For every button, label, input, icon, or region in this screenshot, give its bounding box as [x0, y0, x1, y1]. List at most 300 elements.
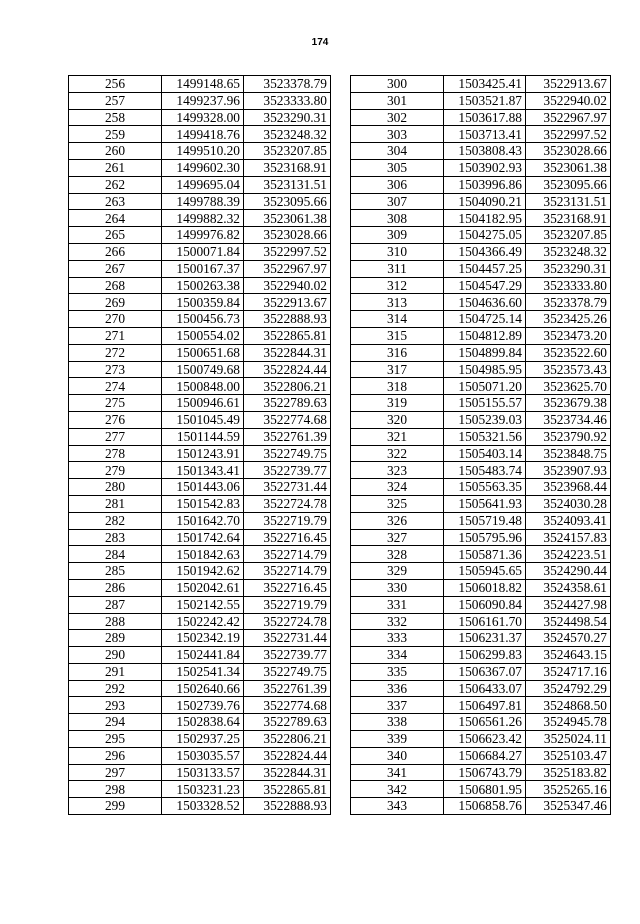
y-coordinate-cell: 3524717.16 — [526, 663, 611, 680]
point-number-cell: 275 — [69, 395, 162, 412]
table-row — [69, 731, 331, 748]
point-number-cell: 281 — [69, 495, 162, 512]
y-coordinate-cell: 3522716.45 — [244, 529, 331, 546]
point-number-cell: 290 — [69, 647, 162, 664]
table-row — [351, 479, 611, 496]
table-row — [69, 462, 331, 479]
x-coordinate-cell: 1500946.61 — [162, 395, 244, 412]
y-coordinate-cell: 3523473.20 — [526, 327, 611, 344]
point-number-cell: 295 — [69, 731, 162, 748]
point-number-cell: 287 — [69, 596, 162, 613]
table-row — [69, 495, 331, 512]
point-number-cell: 332 — [351, 613, 444, 630]
x-coordinate-cell: 1502838.64 — [162, 714, 244, 731]
x-coordinate-cell: 1501243.91 — [162, 445, 244, 462]
x-coordinate-cell: 1504636.60 — [444, 294, 526, 311]
table-row — [351, 579, 611, 596]
y-coordinate-cell: 3523734.46 — [526, 411, 611, 428]
x-coordinate-cell: 1506433.07 — [444, 680, 526, 697]
point-number-cell: 310 — [351, 243, 444, 260]
table-row — [351, 798, 611, 815]
table-row — [69, 596, 331, 613]
x-coordinate-cell: 1500167.37 — [162, 260, 244, 277]
table-row — [69, 378, 331, 395]
x-coordinate-cell: 1502142.55 — [162, 596, 244, 613]
y-coordinate-cell: 3524427.98 — [526, 596, 611, 613]
y-coordinate-cell: 3523028.66 — [526, 143, 611, 160]
x-coordinate-cell: 1502541.34 — [162, 663, 244, 680]
table-row — [351, 143, 611, 160]
y-coordinate-cell: 3523168.91 — [244, 159, 331, 176]
point-number-cell: 323 — [351, 462, 444, 479]
point-number-cell: 286 — [69, 579, 162, 596]
point-number-cell: 309 — [351, 227, 444, 244]
y-coordinate-cell: 3523425.26 — [526, 311, 611, 328]
point-number-cell: 331 — [351, 596, 444, 613]
point-number-cell: 270 — [69, 311, 162, 328]
x-coordinate-cell: 1503902.93 — [444, 159, 526, 176]
y-coordinate-cell: 3522940.02 — [244, 277, 331, 294]
y-coordinate-cell: 3522997.52 — [526, 126, 611, 143]
y-coordinate-cell: 3522997.52 — [244, 243, 331, 260]
table-row — [351, 378, 611, 395]
table-row — [69, 92, 331, 109]
y-coordinate-cell: 3524792.29 — [526, 680, 611, 697]
x-coordinate-cell: 1504366.49 — [444, 243, 526, 260]
point-number-cell: 300 — [351, 76, 444, 93]
y-coordinate-cell: 3523378.79 — [526, 294, 611, 311]
table-row — [69, 512, 331, 529]
table-row — [351, 445, 611, 462]
y-coordinate-cell: 3522761.39 — [244, 680, 331, 697]
y-coordinate-cell: 3524223.51 — [526, 546, 611, 563]
point-number-cell: 339 — [351, 731, 444, 748]
x-coordinate-cell: 1504275.05 — [444, 227, 526, 244]
x-coordinate-cell: 1499602.30 — [162, 159, 244, 176]
y-coordinate-cell: 3522824.44 — [244, 747, 331, 764]
point-number-cell: 292 — [69, 680, 162, 697]
point-number-cell: 326 — [351, 512, 444, 529]
x-coordinate-cell: 1502937.25 — [162, 731, 244, 748]
x-coordinate-cell: 1499882.32 — [162, 210, 244, 227]
table-row — [69, 243, 331, 260]
table-row — [69, 210, 331, 227]
table-row — [69, 311, 331, 328]
point-number-cell: 299 — [69, 798, 162, 815]
y-coordinate-cell: 3523028.66 — [244, 227, 331, 244]
y-coordinate-cell: 3524868.50 — [526, 697, 611, 714]
x-coordinate-cell: 1499510.20 — [162, 143, 244, 160]
table-row — [69, 680, 331, 697]
x-coordinate-cell: 1503425.41 — [444, 76, 526, 93]
point-number-cell: 259 — [69, 126, 162, 143]
x-coordinate-cell: 1504547.29 — [444, 277, 526, 294]
table-row — [69, 159, 331, 176]
x-coordinate-cell: 1504725.14 — [444, 311, 526, 328]
coordinates-table-left — [68, 75, 331, 815]
table-row — [351, 747, 611, 764]
x-coordinate-cell: 1504457.25 — [444, 260, 526, 277]
x-coordinate-cell: 1499695.04 — [162, 176, 244, 193]
table-row — [69, 395, 331, 412]
point-number-cell: 297 — [69, 764, 162, 781]
y-coordinate-cell: 3522806.21 — [244, 378, 331, 395]
table-row — [69, 193, 331, 210]
y-coordinate-cell: 3525265.16 — [526, 781, 611, 798]
table-row — [69, 529, 331, 546]
x-coordinate-cell: 1506858.76 — [444, 798, 526, 815]
y-coordinate-cell: 3523131.51 — [526, 193, 611, 210]
y-coordinate-cell: 3525024.11 — [526, 731, 611, 748]
y-coordinate-cell: 3522774.68 — [244, 697, 331, 714]
point-number-cell: 283 — [69, 529, 162, 546]
y-coordinate-cell: 3522761.39 — [244, 428, 331, 445]
table-row — [69, 361, 331, 378]
x-coordinate-cell: 1503808.43 — [444, 143, 526, 160]
table-row — [351, 126, 611, 143]
table-row — [351, 411, 611, 428]
table-row — [351, 277, 611, 294]
table-row — [351, 731, 611, 748]
point-number-cell: 311 — [351, 260, 444, 277]
point-number-cell: 313 — [351, 294, 444, 311]
y-coordinate-cell: 3522967.97 — [244, 260, 331, 277]
x-coordinate-cell: 1501642.70 — [162, 512, 244, 529]
point-number-cell: 315 — [351, 327, 444, 344]
table-row — [69, 714, 331, 731]
x-coordinate-cell: 1502640.66 — [162, 680, 244, 697]
point-number-cell: 265 — [69, 227, 162, 244]
point-number-cell: 289 — [69, 630, 162, 647]
table-row — [69, 277, 331, 294]
table-row — [69, 781, 331, 798]
table-row — [69, 344, 331, 361]
point-number-cell: 266 — [69, 243, 162, 260]
y-coordinate-cell: 3522724.78 — [244, 495, 331, 512]
x-coordinate-cell: 1500359.84 — [162, 294, 244, 311]
x-coordinate-cell: 1506684.27 — [444, 747, 526, 764]
x-coordinate-cell: 1500651.68 — [162, 344, 244, 361]
table-row — [69, 563, 331, 580]
x-coordinate-cell: 1503328.52 — [162, 798, 244, 815]
y-coordinate-cell: 3523095.66 — [526, 176, 611, 193]
x-coordinate-cell: 1504899.84 — [444, 344, 526, 361]
y-coordinate-cell: 3525183.82 — [526, 764, 611, 781]
point-number-cell: 291 — [69, 663, 162, 680]
point-number-cell: 327 — [351, 529, 444, 546]
y-coordinate-cell: 3522913.67 — [244, 294, 331, 311]
point-number-cell: 308 — [351, 210, 444, 227]
y-coordinate-cell: 3524498.54 — [526, 613, 611, 630]
x-coordinate-cell: 1501343.41 — [162, 462, 244, 479]
y-coordinate-cell: 3523378.79 — [244, 76, 331, 93]
x-coordinate-cell: 1506299.83 — [444, 647, 526, 664]
point-number-cell: 264 — [69, 210, 162, 227]
point-number-cell: 260 — [69, 143, 162, 160]
point-number-cell: 288 — [69, 613, 162, 630]
point-number-cell: 273 — [69, 361, 162, 378]
table-row — [69, 613, 331, 630]
x-coordinate-cell: 1505945.65 — [444, 563, 526, 580]
x-coordinate-cell: 1506367.07 — [444, 663, 526, 680]
y-coordinate-cell: 3522749.75 — [244, 663, 331, 680]
x-coordinate-cell: 1503617.88 — [444, 109, 526, 126]
x-coordinate-cell: 1502739.76 — [162, 697, 244, 714]
table-row — [69, 143, 331, 160]
y-coordinate-cell: 3522739.77 — [244, 647, 331, 664]
table-row — [351, 462, 611, 479]
y-coordinate-cell: 3524093.41 — [526, 512, 611, 529]
x-coordinate-cell: 1506743.79 — [444, 764, 526, 781]
table-row — [69, 176, 331, 193]
x-coordinate-cell: 1505071.20 — [444, 378, 526, 395]
y-coordinate-cell: 3523248.32 — [244, 126, 331, 143]
y-coordinate-cell: 3523207.85 — [526, 227, 611, 244]
y-coordinate-cell: 3523290.31 — [244, 109, 331, 126]
x-coordinate-cell: 1505321.56 — [444, 428, 526, 445]
y-coordinate-cell: 3523095.66 — [244, 193, 331, 210]
y-coordinate-cell: 3522844.31 — [244, 764, 331, 781]
point-number-cell: 284 — [69, 546, 162, 563]
y-coordinate-cell: 3522719.79 — [244, 512, 331, 529]
x-coordinate-cell: 1503996.86 — [444, 176, 526, 193]
x-coordinate-cell: 1501742.64 — [162, 529, 244, 546]
y-coordinate-cell: 3523573.43 — [526, 361, 611, 378]
x-coordinate-cell: 1500071.84 — [162, 243, 244, 260]
point-number-cell: 316 — [351, 344, 444, 361]
point-number-cell: 312 — [351, 277, 444, 294]
point-number-cell: 271 — [69, 327, 162, 344]
table-row — [69, 479, 331, 496]
x-coordinate-cell: 1499418.76 — [162, 126, 244, 143]
point-number-cell: 293 — [69, 697, 162, 714]
y-coordinate-cell: 3523522.60 — [526, 344, 611, 361]
y-coordinate-cell: 3522719.79 — [244, 596, 331, 613]
y-coordinate-cell: 3522731.44 — [244, 479, 331, 496]
point-number-cell: 258 — [69, 109, 162, 126]
y-coordinate-cell: 3522888.93 — [244, 311, 331, 328]
y-coordinate-cell: 3522888.93 — [244, 798, 331, 815]
y-coordinate-cell: 3524030.28 — [526, 495, 611, 512]
y-coordinate-cell: 3523968.44 — [526, 479, 611, 496]
point-number-cell: 329 — [351, 563, 444, 580]
table-row — [351, 176, 611, 193]
x-coordinate-cell: 1505719.48 — [444, 512, 526, 529]
point-number-cell: 279 — [69, 462, 162, 479]
x-coordinate-cell: 1501045.49 — [162, 411, 244, 428]
x-coordinate-cell: 1503713.41 — [444, 126, 526, 143]
table-row — [351, 647, 611, 664]
point-number-cell: 304 — [351, 143, 444, 160]
y-coordinate-cell: 3522824.44 — [244, 361, 331, 378]
point-number-cell: 318 — [351, 378, 444, 395]
table-row — [351, 260, 611, 277]
x-coordinate-cell: 1501144.59 — [162, 428, 244, 445]
x-coordinate-cell: 1504182.95 — [444, 210, 526, 227]
point-number-cell: 333 — [351, 630, 444, 647]
point-number-cell: 343 — [351, 798, 444, 815]
table-row — [69, 327, 331, 344]
x-coordinate-cell: 1504090.21 — [444, 193, 526, 210]
y-coordinate-cell: 3522749.75 — [244, 445, 331, 462]
y-coordinate-cell: 3522789.63 — [244, 714, 331, 731]
y-coordinate-cell: 3523907.93 — [526, 462, 611, 479]
table-row — [69, 445, 331, 462]
point-number-cell: 338 — [351, 714, 444, 731]
y-coordinate-cell: 3525103.47 — [526, 747, 611, 764]
page-number: 174 — [311, 37, 329, 48]
point-number-cell: 301 — [351, 92, 444, 109]
x-coordinate-cell: 1500848.00 — [162, 378, 244, 395]
table-row — [351, 596, 611, 613]
y-coordinate-cell: 3523207.85 — [244, 143, 331, 160]
table-row — [351, 529, 611, 546]
x-coordinate-cell: 1506090.84 — [444, 596, 526, 613]
y-coordinate-cell: 3523248.32 — [526, 243, 611, 260]
table-row — [351, 512, 611, 529]
table-row — [69, 747, 331, 764]
x-coordinate-cell: 1501942.62 — [162, 563, 244, 580]
x-coordinate-cell: 1500749.68 — [162, 361, 244, 378]
table-row — [351, 344, 611, 361]
table-row — [351, 680, 611, 697]
table-row — [69, 260, 331, 277]
point-number-cell: 330 — [351, 579, 444, 596]
x-coordinate-cell: 1505641.93 — [444, 495, 526, 512]
point-number-cell: 321 — [351, 428, 444, 445]
point-number-cell: 257 — [69, 92, 162, 109]
table-row — [351, 395, 611, 412]
y-coordinate-cell: 3523131.51 — [244, 176, 331, 193]
table-row — [69, 227, 331, 244]
table-row — [69, 647, 331, 664]
point-number-cell: 269 — [69, 294, 162, 311]
table-row — [69, 764, 331, 781]
y-coordinate-cell: 3524570.27 — [526, 630, 611, 647]
x-coordinate-cell: 1505795.96 — [444, 529, 526, 546]
point-number-cell: 314 — [351, 311, 444, 328]
point-number-cell: 328 — [351, 546, 444, 563]
table-row — [69, 579, 331, 596]
table-row — [351, 76, 611, 93]
y-coordinate-cell: 3523290.31 — [526, 260, 611, 277]
table-row — [69, 798, 331, 815]
x-coordinate-cell: 1506018.82 — [444, 579, 526, 596]
table-row — [69, 697, 331, 714]
point-number-cell: 334 — [351, 647, 444, 664]
point-number-cell: 335 — [351, 663, 444, 680]
x-coordinate-cell: 1505563.35 — [444, 479, 526, 496]
y-coordinate-cell: 3524643.15 — [526, 647, 611, 664]
x-coordinate-cell: 1504812.89 — [444, 327, 526, 344]
table-row — [351, 495, 611, 512]
y-coordinate-cell: 3523333.80 — [526, 277, 611, 294]
y-coordinate-cell: 3522865.81 — [244, 327, 331, 344]
point-number-cell: 267 — [69, 260, 162, 277]
x-coordinate-cell: 1504985.95 — [444, 361, 526, 378]
table-row — [351, 361, 611, 378]
table-row — [351, 311, 611, 328]
y-coordinate-cell: 3522724.78 — [244, 613, 331, 630]
x-coordinate-cell: 1502342.19 — [162, 630, 244, 647]
table-row — [351, 210, 611, 227]
y-coordinate-cell: 3522731.44 — [244, 630, 331, 647]
y-coordinate-cell: 3524358.61 — [526, 579, 611, 596]
x-coordinate-cell: 1505403.14 — [444, 445, 526, 462]
x-coordinate-cell: 1506801.95 — [444, 781, 526, 798]
table-row — [69, 630, 331, 647]
x-coordinate-cell: 1499788.39 — [162, 193, 244, 210]
table-row — [69, 428, 331, 445]
y-coordinate-cell: 3523168.91 — [526, 210, 611, 227]
point-number-cell: 319 — [351, 395, 444, 412]
x-coordinate-cell: 1506623.42 — [444, 731, 526, 748]
y-coordinate-cell: 3523790.92 — [526, 428, 611, 445]
x-coordinate-cell: 1505871.36 — [444, 546, 526, 563]
table-row — [69, 76, 331, 93]
y-coordinate-cell: 3525347.46 — [526, 798, 611, 815]
table-row — [351, 428, 611, 445]
x-coordinate-cell: 1502242.42 — [162, 613, 244, 630]
point-number-cell: 274 — [69, 378, 162, 395]
point-number-cell: 276 — [69, 411, 162, 428]
y-coordinate-cell: 3522913.67 — [526, 76, 611, 93]
table-row — [351, 714, 611, 731]
point-number-cell: 322 — [351, 445, 444, 462]
x-coordinate-cell: 1500456.73 — [162, 311, 244, 328]
table-row — [351, 193, 611, 210]
table-row — [351, 630, 611, 647]
point-number-cell: 272 — [69, 344, 162, 361]
point-number-cell: 261 — [69, 159, 162, 176]
table-row — [351, 663, 611, 680]
point-number-cell: 302 — [351, 109, 444, 126]
x-coordinate-cell: 1505239.03 — [444, 411, 526, 428]
x-coordinate-cell: 1500554.02 — [162, 327, 244, 344]
y-coordinate-cell: 3523848.75 — [526, 445, 611, 462]
table-row — [69, 411, 331, 428]
x-coordinate-cell: 1499976.82 — [162, 227, 244, 244]
x-coordinate-cell: 1503035.57 — [162, 747, 244, 764]
x-coordinate-cell: 1501542.83 — [162, 495, 244, 512]
y-coordinate-cell: 3524157.83 — [526, 529, 611, 546]
x-coordinate-cell: 1503521.87 — [444, 92, 526, 109]
point-number-cell: 285 — [69, 563, 162, 580]
point-number-cell: 256 — [69, 76, 162, 93]
y-coordinate-cell: 3523333.80 — [244, 92, 331, 109]
y-coordinate-cell: 3522714.79 — [244, 546, 331, 563]
point-number-cell: 341 — [351, 764, 444, 781]
x-coordinate-cell: 1506497.81 — [444, 697, 526, 714]
table-row — [351, 294, 611, 311]
x-coordinate-cell: 1501842.63 — [162, 546, 244, 563]
y-coordinate-cell: 3524945.78 — [526, 714, 611, 731]
point-number-cell: 278 — [69, 445, 162, 462]
point-number-cell: 325 — [351, 495, 444, 512]
y-coordinate-cell: 3523061.38 — [244, 210, 331, 227]
x-coordinate-cell: 1506161.70 — [444, 613, 526, 630]
x-coordinate-cell: 1506561.26 — [444, 714, 526, 731]
table-row — [351, 781, 611, 798]
table-row — [69, 126, 331, 143]
point-number-cell: 294 — [69, 714, 162, 731]
y-coordinate-cell: 3522716.45 — [244, 579, 331, 596]
y-coordinate-cell: 3522714.79 — [244, 563, 331, 580]
y-coordinate-cell: 3524290.44 — [526, 563, 611, 580]
point-number-cell: 337 — [351, 697, 444, 714]
x-coordinate-cell: 1499237.96 — [162, 92, 244, 109]
point-number-cell: 336 — [351, 680, 444, 697]
